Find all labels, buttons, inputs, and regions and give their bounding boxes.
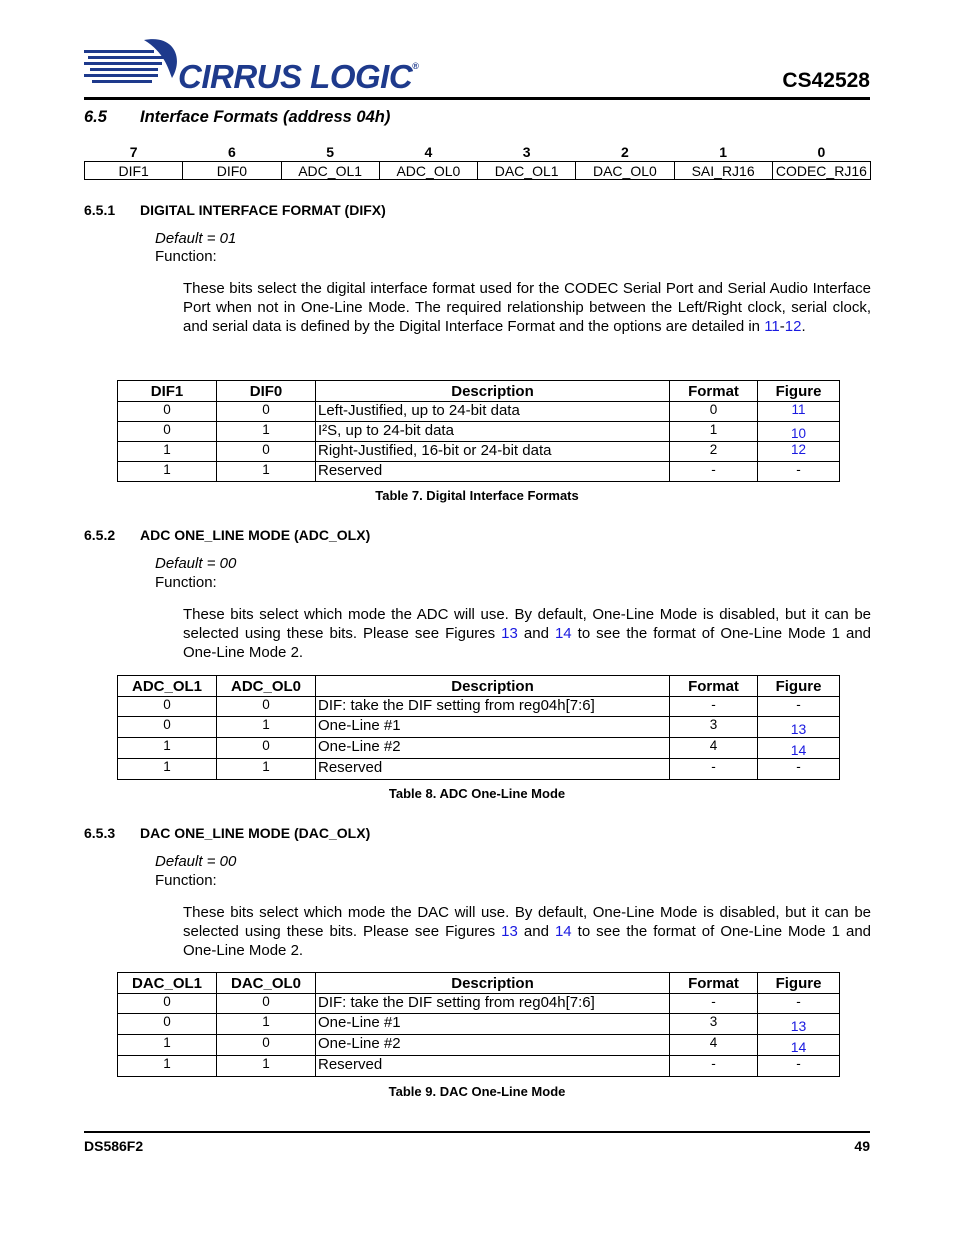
default-value: Default = 01	[155, 230, 237, 247]
cell: Right-Justified, 16-bit or 24-bit data	[316, 442, 670, 462]
cell: 4	[670, 738, 758, 759]
cell: 0	[118, 717, 217, 738]
dac-olx-description: These bits select which mode the DAC will use. By default, One-Line Mode is disabled, but it can be selected using these bits. Please see Figures 13 and 14 to see the format of One-Line Mode 1 and One-Line Mode 2.	[183, 904, 871, 959]
subsection-title-adc-olx: 6.5.2 ADC ONE_LINE MODE (ADC_OLX)	[84, 527, 371, 543]
register-bit-table	[84, 143, 871, 180]
default-value: Default = 00	[155, 853, 237, 870]
table-header-row	[118, 381, 840, 402]
figure-link[interactable]: 13	[501, 923, 518, 940]
adc-olx-description: These bits select which mode the ADC will use. By default, One-Line Mode is disabled, but it can be selected using these bits. Please see Figures 13 and 14 to see the format of One-Line Mode 1 and One-Line Mode 2.	[183, 606, 871, 661]
figure-link[interactable]: 13	[790, 721, 807, 737]
cell: 1	[217, 759, 316, 780]
cell: 1	[217, 717, 316, 738]
column-header: DAC_OL1	[118, 973, 217, 994]
table-row	[118, 442, 840, 462]
figure-link[interactable]: 13	[501, 625, 518, 642]
cell: 1	[217, 422, 316, 442]
cell: 0	[118, 422, 217, 442]
bit-name: DAC_OL0	[576, 162, 674, 180]
bit-name: ADC_OL0	[379, 162, 477, 180]
cell: 0	[118, 402, 217, 422]
column-header: Description	[316, 381, 670, 402]
cell: 0	[217, 442, 316, 462]
cell: 0	[670, 402, 758, 422]
cell: 1	[118, 462, 217, 482]
cell: 0	[217, 1035, 316, 1056]
column-header: Format	[670, 973, 758, 994]
default-value: Default = 00	[155, 555, 237, 572]
cell: 3	[670, 717, 758, 738]
table-caption: Table 8. ADC One-Line Mode	[388, 786, 566, 801]
bit-name: DIF1	[85, 162, 183, 180]
part-number: CS42528	[782, 69, 870, 92]
cell: -	[758, 462, 840, 482]
cell: 0	[217, 738, 316, 759]
cell: 4	[670, 1035, 758, 1056]
bit-number: 5	[326, 144, 335, 160]
cell: 1	[217, 462, 316, 482]
figure-cell	[758, 738, 840, 759]
cell: -	[670, 759, 758, 780]
bit-number: 2	[620, 144, 629, 160]
column-header: Description	[316, 676, 670, 697]
cell: One-Line #2	[316, 1035, 670, 1056]
bit-name: SAI_RJ16	[674, 162, 772, 180]
page-number: 49	[854, 1138, 870, 1154]
subsection-title-difx: 6.5.1 DIGITAL INTERFACE FORMAT (DIFX)	[84, 202, 386, 218]
table-row	[118, 994, 840, 1014]
figure-link[interactable]: 11	[758, 402, 840, 422]
cell: 0	[217, 994, 316, 1014]
figure-link[interactable]: 14	[790, 742, 807, 758]
cell: 0	[217, 402, 316, 422]
bit-name: ADC_OL1	[281, 162, 379, 180]
column-header: Description	[316, 973, 670, 994]
column-header: Format	[670, 381, 758, 402]
cell: -	[670, 462, 758, 482]
column-header: Figure	[758, 973, 840, 994]
header-rule	[84, 97, 870, 100]
figure-cell	[758, 1035, 840, 1056]
table-row	[118, 759, 840, 780]
column-header: DAC_OL0	[217, 973, 316, 994]
column-header: Figure	[758, 381, 840, 402]
table-row	[118, 1035, 840, 1056]
cell: One-Line #2	[316, 738, 670, 759]
function-label: Function:	[155, 574, 217, 591]
cell: 1	[118, 738, 217, 759]
cell: DIF: take the DIF setting from reg04h[7:6]	[316, 697, 670, 717]
bit-number: 1	[719, 144, 728, 160]
bit-number: 4	[424, 144, 433, 160]
figure-link[interactable]: 14	[554, 625, 572, 642]
figure-cell	[758, 717, 840, 738]
table-row	[118, 422, 840, 442]
cell: 1	[217, 1056, 316, 1077]
function-label: Function:	[155, 248, 217, 265]
cell: 1	[217, 1014, 316, 1035]
cell: 1	[118, 1035, 217, 1056]
cell: 0	[118, 697, 217, 717]
table-dac-one-line-mode	[117, 972, 840, 1077]
cell: Reserved	[316, 759, 670, 780]
figure-link[interactable]: 14	[554, 923, 572, 940]
table-row	[118, 402, 840, 422]
cell: 0	[217, 697, 316, 717]
table-digital-interface-formats	[117, 380, 840, 482]
figure-link[interactable]: 11	[764, 318, 780, 335]
table-row	[118, 738, 840, 759]
bit-number: 6	[227, 144, 236, 160]
bit-number: 7	[129, 144, 138, 160]
column-header: Figure	[758, 676, 840, 697]
cell: I²S, up to 24-bit data	[316, 422, 670, 442]
table-caption: Table 9. DAC One-Line Mode	[388, 1084, 566, 1099]
column-header: ADC_OL1	[118, 676, 217, 697]
table-header-row	[118, 973, 840, 994]
cell: 3	[670, 1014, 758, 1035]
figure-link[interactable]: 10	[758, 422, 840, 442]
cell: 1	[118, 759, 217, 780]
company-logo-text: CIRRUS LOGIC®	[178, 58, 419, 95]
function-label: Function:	[155, 872, 217, 889]
table-header-row	[118, 676, 840, 697]
subsection-title-dac-olx: 6.5.3 DAC ONE_LINE MODE (DAC_OLX)	[84, 825, 371, 841]
column-header: DIF1	[118, 381, 217, 402]
bit-name: DIF0	[183, 162, 281, 180]
cell: Reserved	[316, 462, 670, 482]
cell: Reserved	[316, 1056, 670, 1077]
bit-number-row	[85, 143, 871, 162]
cell: -	[758, 697, 840, 717]
table-row	[118, 1014, 840, 1035]
cell: 1	[670, 422, 758, 442]
table-caption: Table 7. Digital Interface Formats	[375, 488, 579, 503]
table-adc-one-line-mode	[117, 675, 840, 780]
cell: -	[758, 1056, 840, 1077]
cell: 2	[670, 442, 758, 462]
figure-link[interactable]: 14	[790, 1039, 807, 1055]
table-row	[118, 462, 840, 482]
bit-name: DAC_OL1	[478, 162, 576, 180]
bit-number: 3	[522, 144, 531, 160]
table-row	[118, 1056, 840, 1077]
table-row	[118, 697, 840, 717]
difx-description: These bits select the digital interface format used for the CODEC Serial Port and Serial Audio Interface Port when not in One-Line Mode. The required relationship between the Left/Right clock, serial clock, and serial data is defined by the Digital Interface Format and the options are detailed in 11-12.	[183, 280, 871, 335]
cell: -	[670, 994, 758, 1014]
cell: -	[758, 759, 840, 780]
cell: -	[758, 994, 840, 1014]
column-header: ADC_OL0	[217, 676, 316, 697]
document-id: DS586F2	[84, 1138, 144, 1154]
table-row	[118, 717, 840, 738]
section-title: 6.5 Interface Formats (address 04h)	[84, 108, 391, 126]
figure-cell	[758, 1014, 840, 1035]
cell: -	[670, 697, 758, 717]
cell: 0	[118, 994, 217, 1014]
cell: One-Line #1	[316, 1014, 670, 1035]
cell: DIF: take the DIF setting from reg04h[7:6]	[316, 994, 670, 1014]
cell: 1	[118, 1056, 217, 1077]
bit-number: 0	[817, 144, 826, 160]
cell: -	[670, 1056, 758, 1077]
bit-name-row	[85, 162, 871, 180]
cell: 0	[118, 1014, 217, 1035]
cell: One-Line #1	[316, 717, 670, 738]
figure-link[interactable]: 12	[784, 318, 802, 335]
cell: 1	[118, 442, 217, 462]
figure-link[interactable]: 12	[758, 442, 840, 462]
column-header: Format	[670, 676, 758, 697]
bit-name: CODEC_RJ16	[772, 162, 870, 180]
column-header: DIF0	[217, 381, 316, 402]
figure-link[interactable]: 13	[790, 1018, 807, 1034]
cell: Left-Justified, up to 24-bit data	[316, 402, 670, 422]
footer-rule	[84, 1131, 870, 1133]
